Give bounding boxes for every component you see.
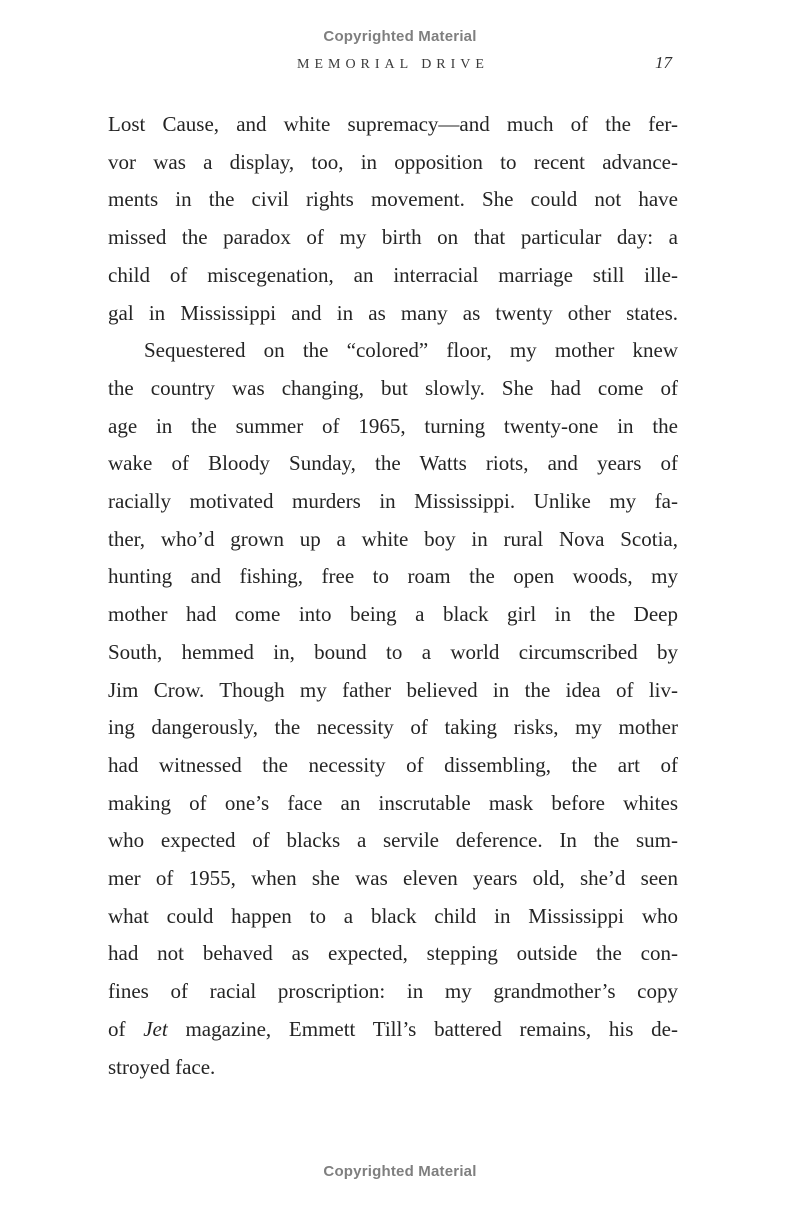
text-line: hunting and fishing, free to roam the open woods, my [108,564,678,589]
text-line: racially motivated murders in Mississippi. Unlike my fa- [108,489,678,514]
body-text [108,106,678,1086]
text-line: Lost Cause, and white supremacy—and much of the fer- [108,112,678,136]
text-line: had witnessed the necessity of dissembling, the art of [108,752,678,777]
text-line: vor was a display, too, in opposition to recent advance- [108,149,678,174]
text-line: wake of Bloody Sunday, the Watts riots, and years of [108,451,678,476]
text-line: ther, who’d grown up a white boy in rural Nova Scotia, [108,526,678,551]
italic-magazine-title: Jet [143,1016,168,1041]
text-line: making of one’s face an inscrutable mask before whites [108,790,678,815]
text-line: ing dangerously, the necessity of taking risks, my mother [108,715,678,740]
text-line: South, hemmed in, bound to a world circumscribed by [108,639,678,664]
text-line-with-italic [108,1011,678,1049]
text-line: age in the summer of 1965, turning twenty-one in the [108,413,678,438]
text-line: Sequestered on the “colored” floor, my mother knew [144,338,678,363]
text-line: mother had come into being a black girl in the Deep [108,602,678,627]
page-number: 17 [655,53,672,72]
copyright-notice-bottom: Copyrighted Material [323,1163,477,1180]
text-line: stroyed face. [108,1054,216,1079]
text-line: the country was changing, but slowly. She had come of [108,375,678,400]
text-segment: of [108,1016,144,1041]
text-line: missed the paradox of my birth on that particular day: a [108,225,678,250]
text-line: what could happen to a black child in Mississippi who [108,903,678,928]
text-line: ments in the civil rights movement. She could not have [108,187,678,212]
text-segment: magazine, Emmett Till’s battered remains, his de- [167,1016,678,1041]
text-line: child of miscegenation, an interracial marriage still ille- [108,262,678,287]
paragraph-1 [108,106,678,332]
text-line: fines of racial proscription: in my grandmother’s copy [108,979,678,1004]
copyright-notice-top: Copyrighted Material [323,28,477,45]
text-line: had not behaved as expected, stepping outside the con- [108,941,678,966]
book-title: MEMORIAL DRIVE [297,57,489,72]
paragraph-2 [108,332,678,1086]
text-line: mer of 1955, when she was eleven years old, she’d seen [108,866,678,891]
running-header [108,55,678,73]
text-line: who expected of blacks a servile deference. In the sum- [108,828,678,853]
text-line: Jim Crow. Though my father believed in the idea of liv- [108,677,678,702]
text-line: gal in Mississippi and in as many as twenty other states. [108,300,678,325]
